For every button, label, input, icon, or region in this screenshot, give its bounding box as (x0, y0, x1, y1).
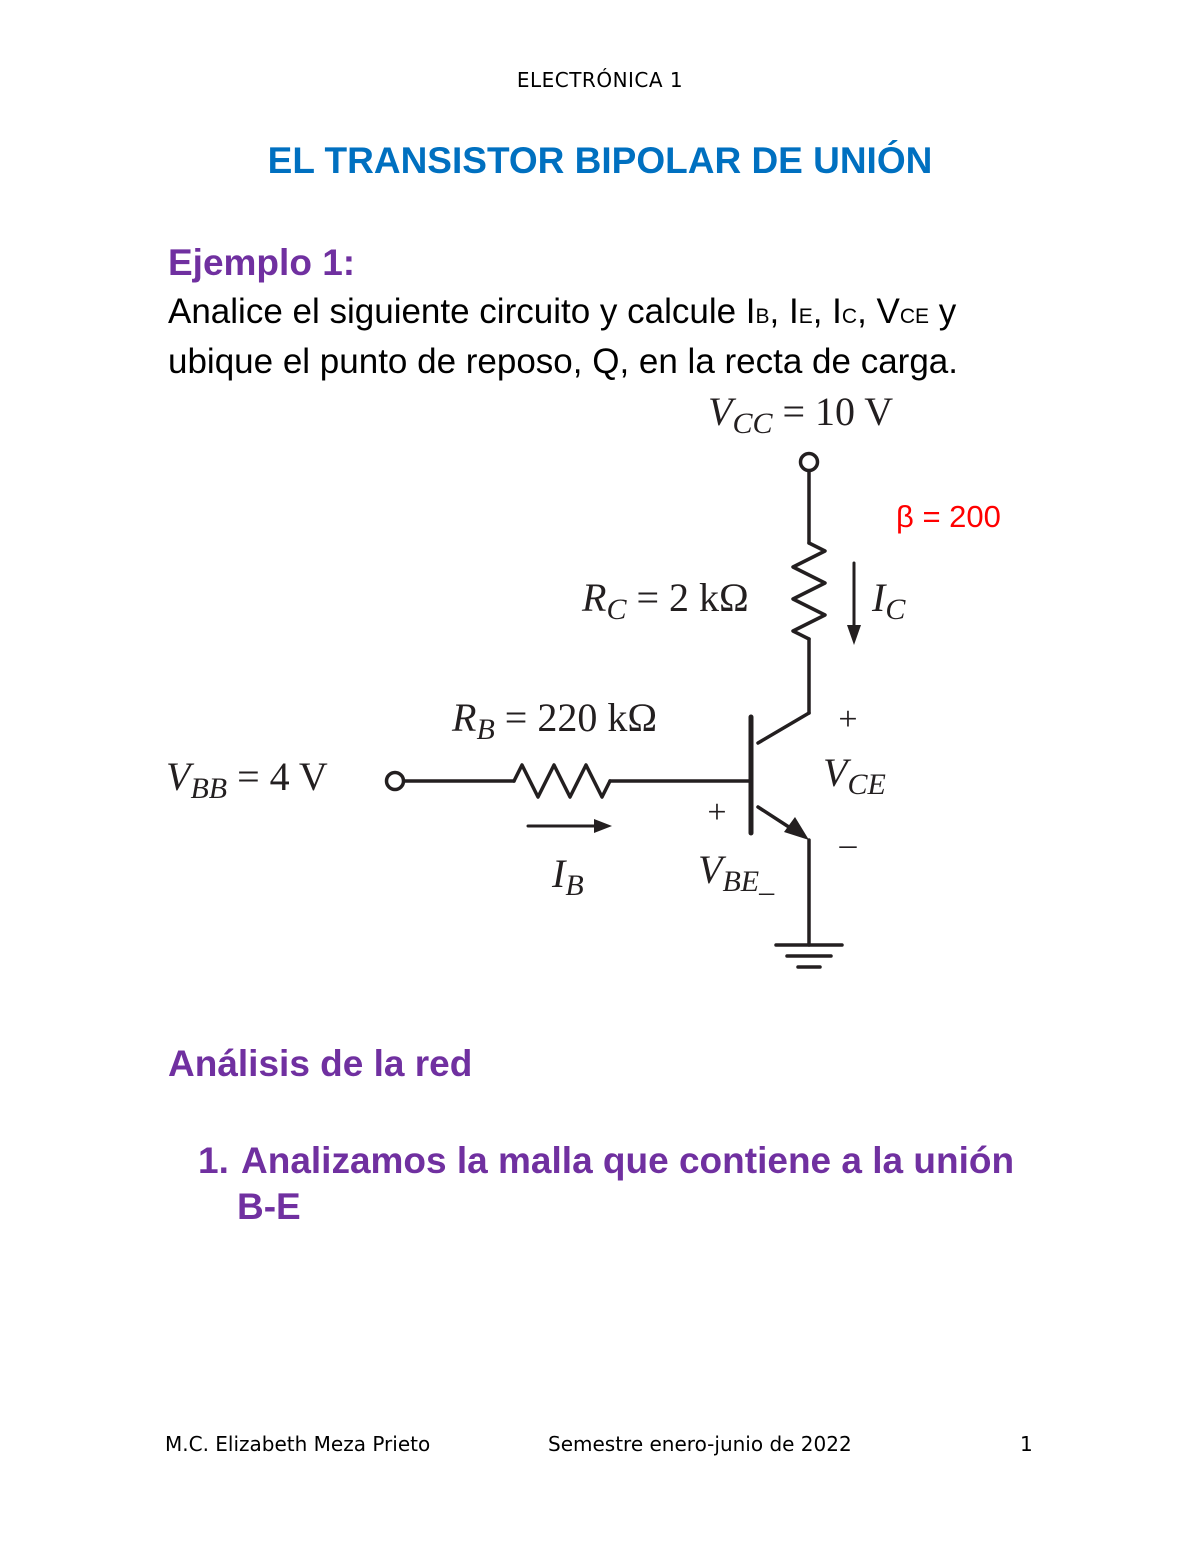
problem-text: , V (857, 292, 900, 331)
ic-label: $I_C$ (872, 575, 906, 626)
rb-resistor (514, 765, 610, 797)
ic-arrowhead (847, 625, 861, 645)
example-heading: Ejemplo 1: (168, 242, 356, 283)
problem-text: y (929, 292, 957, 331)
vbe-label: $V_{BE}\_$ (698, 847, 775, 898)
step-number: 1. (198, 1140, 229, 1181)
vce-minus: – (839, 826, 857, 863)
problem-subscript: E (798, 305, 813, 328)
footer-author: M.C. Elizabeth Meza Prieto (165, 1432, 431, 1456)
problem-text: , I (812, 292, 842, 331)
course-header: ELECTRÓNICA 1 (516, 68, 684, 92)
page-title: EL TRANSISTOR BIPOLAR DE UNIÓN (267, 140, 933, 181)
vbe-plus: + (707, 794, 727, 831)
problem-text: Analice el siguiente circuito y calcule I (168, 292, 756, 331)
vce-plus: + (838, 701, 858, 738)
problem-text: , I (769, 292, 799, 331)
collector-lead (758, 713, 809, 743)
problem-subscript: B (755, 305, 770, 328)
vcc-label: $V_{CC} = 10$ V (708, 389, 894, 440)
problem-subscript: C (841, 305, 858, 328)
footer-page-number: 1 (1020, 1432, 1033, 1456)
ib-label: $I_B$ (552, 851, 584, 902)
step-text-line-2: B-E (237, 1186, 301, 1227)
beta-label: β = 200 (896, 499, 1001, 534)
vce-label: $V_{CE}$ (823, 750, 886, 801)
rc-resistor (793, 543, 825, 639)
problem-statement-line-1 (168, 292, 956, 332)
rb-label: $R_B = 220$ kΩ (452, 695, 658, 746)
step-text-line-1: Analizamos la malla que contiene a la unión (241, 1140, 1015, 1181)
analysis-heading: Análisis de la red (168, 1043, 473, 1084)
vbb-label: $V_{BB} = 4$ V (166, 754, 328, 805)
vbb-terminal (387, 773, 404, 790)
bjt-circuit-diagram (150, 385, 1050, 985)
rc-label: $R_C = 2$ kΩ (582, 575, 749, 626)
ib-arrowhead (594, 819, 612, 833)
vcc-terminal (801, 454, 818, 471)
problem-statement-line-2: ubique el punto de reposo, Q, en la recta de carga. (168, 342, 958, 381)
footer-semester: Semestre enero-junio de 2022 (548, 1432, 852, 1456)
emitter-arrowhead (784, 817, 809, 840)
problem-subscript: CE (899, 305, 930, 328)
